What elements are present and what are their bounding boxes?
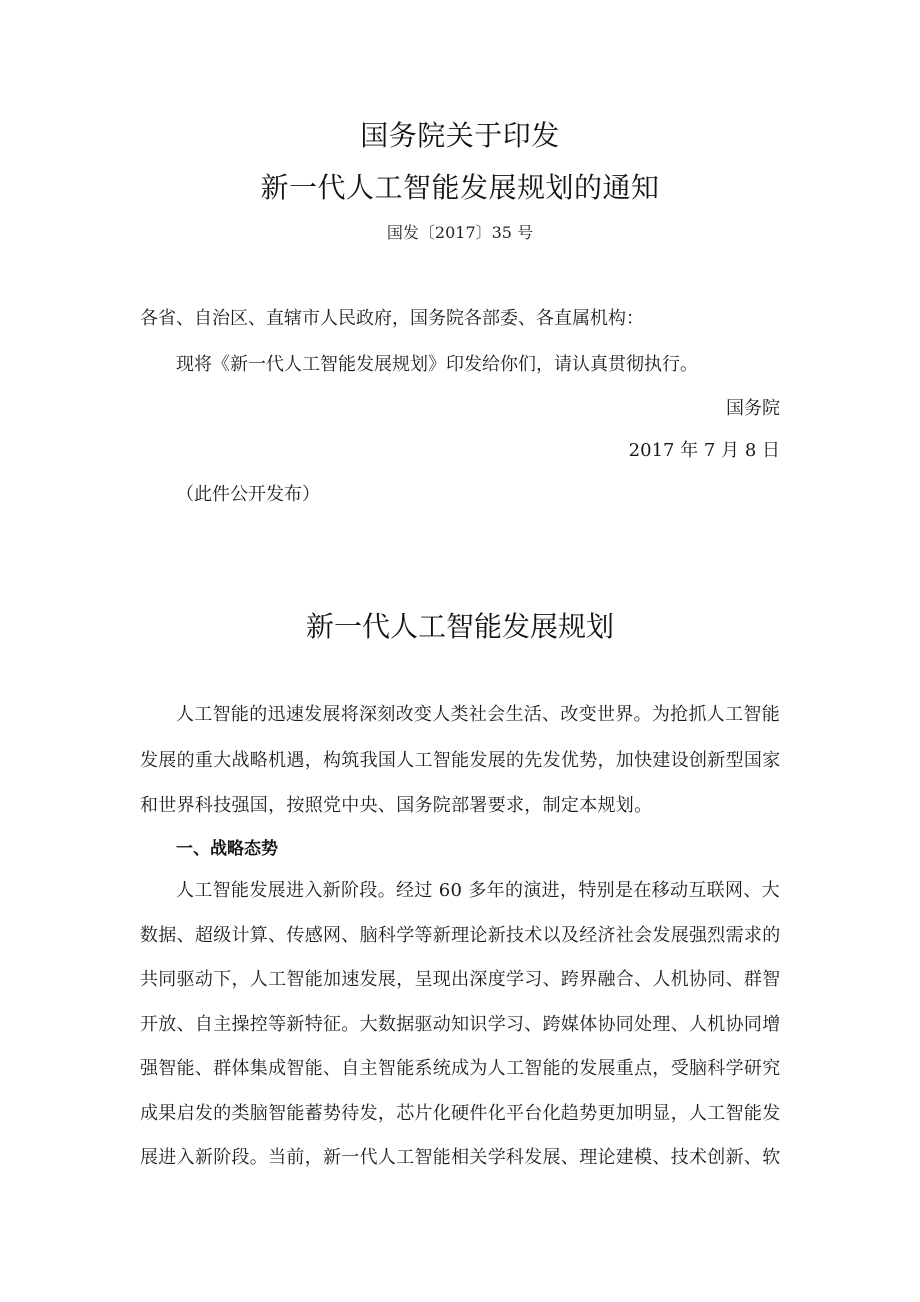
plan-title: 新一代人工智能发展规划 [305,610,614,643]
notice-body: 现将《新一代人工智能发展规划》印发给你们，请认真贯彻执行。 [176,354,698,375]
section-line: 人工智能发展进入新阶段。经过 60 多年的演进，特别是在移动互联网、大 [176,880,780,901]
issue-date: 2017 年 7 月 8 日 [628,440,780,461]
section-line: 成果启发的类脑智能蓄势待发，芯片化硬件化平台化趋势更加明显，人工智能发 [140,1103,781,1124]
publication-note: （此件公开发布） [176,484,320,505]
section-line: 展进入新阶段。当前，新一代人工智能相关学科发展、理论建模、技术创新、软 [140,1147,781,1168]
section-heading: 一、战略态势 [176,839,278,859]
section-line: 共同驱动下，人工智能加速发展，呈现出深度学习、跨界融合、人机协同、群智 [140,969,781,990]
intro-line: 发展的重大战略机遇，构筑我国人工智能发展的先发优势，加快建设创新型国家 [140,750,781,771]
notice-title-line2: 新一代人工智能发展规划的通知 [260,171,660,204]
intro-line: 人工智能的迅速发展将深刻改变人类社会生活、改变世界。为抢抓人工智能 [176,704,780,725]
section-line: 数据、超级计算、传感网、脑科学等新理论新技术以及经济社会发展强烈需求的 [140,925,781,946]
section-line: 开放、自主操控等新特征。大数据驱动知识学习、跨媒体协同处理、人机协同增 [140,1014,781,1035]
section-line: 强智能、群体集成智能、自主智能系统成为人工智能的发展重点，受脑科学研究 [140,1058,781,1079]
issuer: 国务院 [726,398,780,419]
intro-line: 和世界科技强国，按照党中央、国务院部署要求，制定本规划。 [140,795,653,816]
addressee: 各省、自治区、直辖市人民政府，国务院各部委、各直属机构： [140,308,644,329]
notice-title-line1: 国务院关于印发 [360,119,560,152]
document-number: 国发〔2017〕35 号 [386,223,534,242]
